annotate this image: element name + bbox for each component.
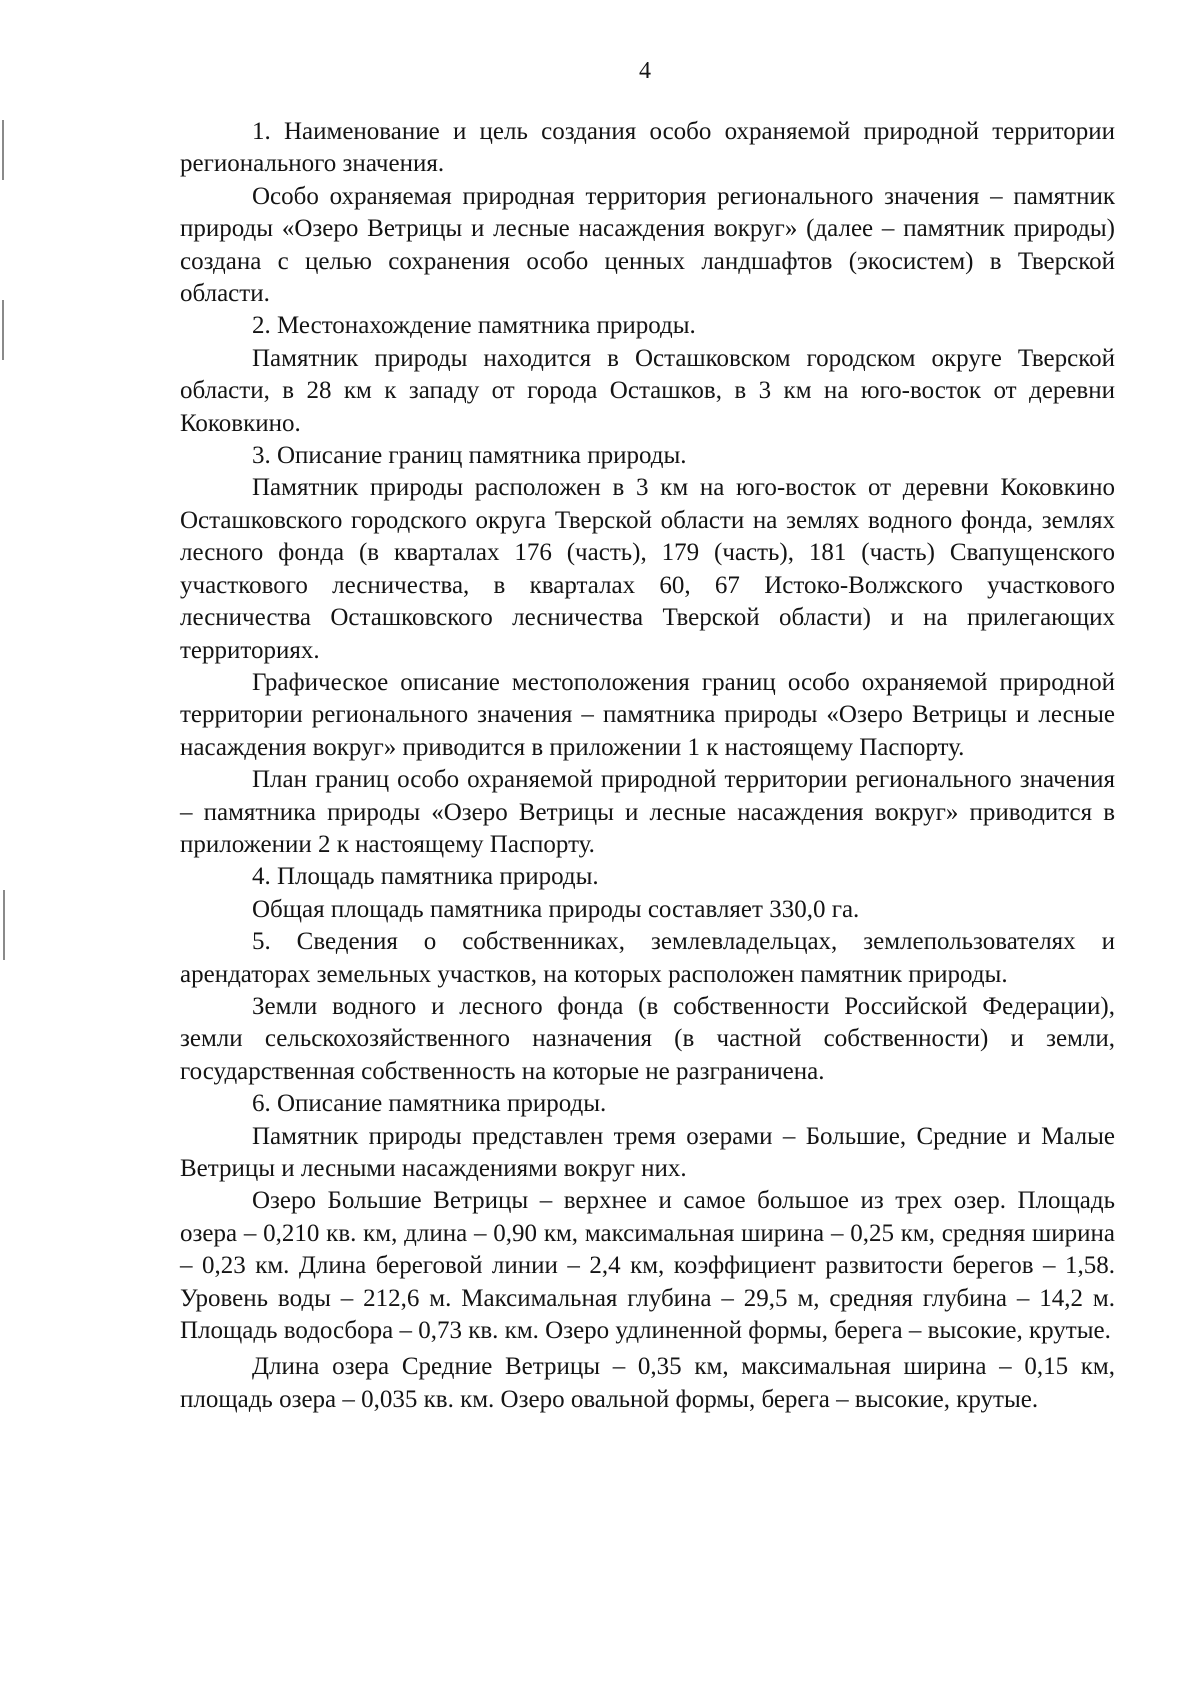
body-paragraph: План границ особо охраняемой природной территории регионального значения – памятника природы «Озеро Ветрицы и лесные насаждения вокруг» приводится в приложении 2 к настоящему Паспорту. <box>180 766 1115 858</box>
body-paragraph: Общая площадь памятника природы составляет 330,0 га. <box>252 895 860 923</box>
body-paragraph: Озеро Большие Ветрицы – верхнее и самое большое из трех озер. Площадь озера – 0,210 кв. км, длина – 0,90 км, максимальная ширина – 0,25 км, средняя ширина – 0,23 км. Длина береговой линии – 2,4 км, коэффициент развитости берегов – 1,58. Уровень воды – 212,6 м. Максимальная глубина – 29,5 м, средняя глубина – 14,2 м. Площадь водосбора – 0,73 кв. км. Озеро удлиненной формы, берега – высокие, крутые. <box>180 1187 1115 1345</box>
scan-edge-mark <box>3 890 5 960</box>
section-heading-6: 6. Описание памятника природы. <box>252 1090 607 1118</box>
body-paragraph: Памятник природы расположен в 3 км на юго-восток от деревни Коковкино Осташковского городского округа Тверской области на землях водного фонда, землях лесного фонда (в кварталах 176 (часть), 179 (часть), 181 (часть) Свапущенского участкового лесничества, в кварталах 60, 67 Истоко-Волжского участкового лесничества Осташковского лесничества Тверской области) и на прилегающих территориях. <box>180 474 1115 664</box>
body-paragraph: Длина озера Средние Ветрицы – 0,35 км, максимальная ширина – 0,15 км, площадь озера – 0,035 кв. км. Озеро овальной формы, берега – высокие, крутые. <box>180 1353 1115 1413</box>
body-paragraph: Особо охраняемая природная территория регионального значения – памятник природы «Озеро Ветрицы и лесные насаждения вокруг» (далее – памятник природы) создана с целью сохранения особо ценных ландшафтов (экосистем) в Тверской области. <box>180 182 1115 308</box>
section-heading-1: 1. Наименование и цель создания особо охраняемой природной территории регионального значения. <box>180 118 1115 178</box>
section-heading-5: 5. Сведения о собственниках, землевладельцах, землепользователях и арендаторах земельных участков, на которых расположен памятник природы. <box>180 928 1115 988</box>
section-heading-4: 4. Площадь памятника природы. <box>252 863 599 891</box>
page-number: 4 <box>639 58 651 84</box>
body-paragraph: Графическое описание местоположения границ особо охраняемой природной территории регионального значения – памятника природы «Озеро Ветрицы и лесные насаждения вокруг» приводится в приложении 1 к настоящему Паспорту. <box>180 668 1115 761</box>
scan-edge-mark <box>2 300 4 360</box>
body-paragraph: Земли водного и лесного фонда (в собственности Российской Федерации), земли сельскохозяйственного назначения (в частной собственности) и земли, государственная собственность на которые не разграничена. <box>180 992 1115 1085</box>
body-paragraph: Памятник природы находится в Осташковском городском округе Тверской области, в 28 км к западу от города Осташков, в 3 км на юго-восток от деревни Коковкино. <box>180 344 1115 437</box>
scan-edge-mark <box>2 120 4 180</box>
section-heading-2: 2. Местонахождение памятника природы. <box>252 312 696 340</box>
body-paragraph: Памятник природы представлен тремя озерами – Большие, Средние и Малые Ветрицы и лесными насаждениями вокруг них. <box>180 1122 1115 1182</box>
document-body <box>180 116 1115 1416</box>
section-heading-3: 3. Описание границ памятника природы. <box>252 442 687 470</box>
